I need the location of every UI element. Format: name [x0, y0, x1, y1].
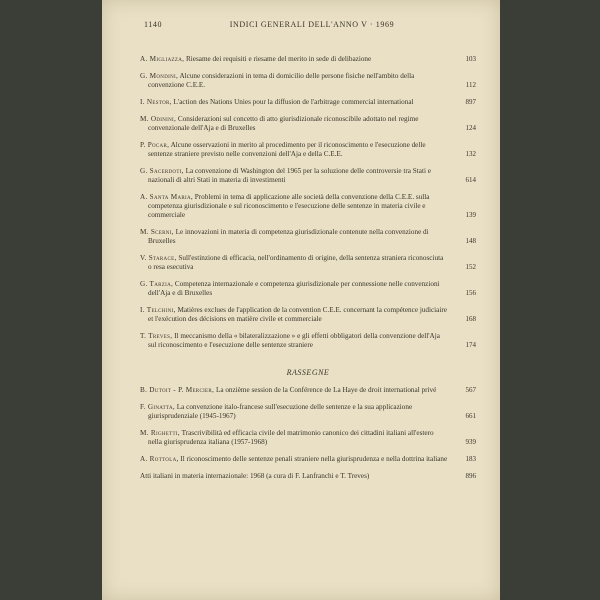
entry-page: 156 — [465, 289, 476, 297]
entry-title: Il riconoscimento delle sentenze penali straniere nella giurisprudenza e nella dottrina italiane — [180, 455, 448, 463]
running-title: INDICI GENERALI DELL'ANNO V · 1969 — [229, 20, 395, 29]
entry-author: A. Santa Maria, — [140, 193, 193, 201]
entry-page: 103 — [465, 55, 476, 63]
index-entry — [140, 98, 476, 107]
entry-title: La convenzione di Washington del 1965 per la soluzione delle controversie tra Stati e nazionali di altri Stati in materia di investimenti — [148, 167, 431, 184]
entry-title: Atti italiani in materia internazionale: 1968 (a cura di F. Lanfranchi e T. Treves) — [140, 472, 370, 480]
entry-page: 112 — [465, 81, 476, 89]
entry-title: Trascrivibilità ed efficacia civile del matrimonio canonico dei cittadini italiani all'estero nella giurisprudenza italiana (1957-1968) — [148, 429, 434, 446]
entry-title: Riesame dei requisiti e riesame del merito in sede di delibazione — [186, 55, 372, 63]
index-list — [140, 55, 476, 481]
entry-title: Matières exclues de l'application de la convention C.E.E. concernant la compétence judiciaire et l'exécution des décisions en matière civile et commerciale — [148, 306, 447, 323]
entry-author: T. Treves, — [140, 332, 173, 340]
index-entry — [140, 228, 476, 246]
entry-author: V. Starace, — [140, 254, 177, 262]
rassegne-entry — [140, 472, 476, 481]
entry-page: 567 — [465, 386, 476, 394]
entry-page: 897 — [465, 98, 476, 106]
index-entry — [140, 280, 476, 298]
entry-page: 183 — [465, 455, 476, 463]
index-entry — [140, 332, 476, 350]
entry-author: G. Sacerdoti, — [140, 167, 184, 175]
rassegne-entry — [140, 403, 476, 421]
entry-title: Il meccanismo della « bilateralizzazione » e gli effetti obbligatori della convenzione dell'Aja sul riconoscimento e l'esecuzione delle sentenze straniere — [148, 332, 440, 349]
entry-author: I. Telchini, — [140, 306, 176, 314]
entry-page: 124 — [465, 124, 476, 132]
entry-author: P. Pocar, — [140, 141, 170, 149]
entry-page: 168 — [465, 315, 476, 323]
entry-page: 614 — [465, 176, 476, 184]
index-entry — [140, 306, 476, 324]
entry-page: 896 — [465, 472, 476, 480]
index-entry — [140, 55, 476, 64]
index-entry — [140, 167, 476, 185]
entry-title: La onzième session de la Conférence de La Haye de droit international privé — [215, 386, 437, 394]
entry-author: G. Mondini, — [140, 72, 179, 80]
section-heading: RASSEGNE — [286, 368, 330, 377]
entry-title: Sull'estinzione di efficacia, nell'ordinamento di origine, della sentenza straniera riconosciuta o resa esecutiva — [148, 254, 444, 271]
entry-title: Alcune osservazioni in merito al procedimento per il riconoscimento e l'esecuzione delle sentenze straniere previsto nelle convenzioni dell'Aja e della C.E.E. — [148, 141, 426, 158]
entry-page: 661 — [465, 412, 476, 420]
entry-title: Le innovazioni in materia di competenza giurisdizionale contenute nella convenzione di Bruxelles — [148, 228, 429, 245]
index-entry — [140, 115, 476, 133]
entry-author: A. Rottola, — [140, 455, 179, 463]
entry-author: A. Migliazza, — [140, 55, 185, 63]
entry-author: F. Ginatta, — [140, 403, 175, 411]
entry-title: Considerazioni sul concetto di atto giurisdizionale riconoscibile adottato nel regime convenzionale dell'Aja e di Bruxelles — [148, 115, 419, 132]
entry-page: 174 — [465, 341, 476, 349]
index-entry — [140, 141, 476, 159]
entry-title: L'action des Nations Unies pour la diffusion de l'arbitrage commercial international — [173, 98, 414, 106]
entry-author: I. Nestor, — [140, 98, 172, 106]
rassegne-entry — [140, 455, 476, 464]
entry-author: M. Scerni, — [140, 228, 174, 236]
index-entry — [140, 193, 476, 220]
rassegne-entry — [140, 386, 476, 395]
entry-page: 139 — [465, 211, 476, 219]
entry-page: 148 — [465, 237, 476, 245]
entry-title: La convenzione italo-francese sull'esecuzione delle sentenze e la sua applicazione giurisprudenziale (1945-1967) — [148, 403, 413, 420]
entry-author: B. Dutoit - P. Mercier, — [140, 386, 215, 394]
entry-title: Competenza internazionale e competenza giurisdizionale per connessione nelle convenzioni dell'Aja e di Bruxelles — [148, 280, 440, 297]
entry-title: Problemi in tema di applicazione alle società della convenzione della C.E.E. sulla competenza giurisdizionale e sul riconoscimento e l'esecuzione delle sentenze in materia civile e commerciale — [148, 193, 430, 219]
entry-title: Alcune considerazioni in tema di domicilio delle persone fisiche nell'ambito della convenzione C.E.E. — [148, 72, 415, 89]
entry-page: 152 — [465, 263, 476, 271]
page-number: 1140 — [144, 20, 163, 29]
entry-author: M. Righetti, — [140, 429, 180, 437]
entry-page: 939 — [465, 438, 476, 446]
index-entry — [140, 72, 476, 90]
entry-page: 132 — [465, 150, 476, 158]
entry-author: G. Tarzia, — [140, 280, 174, 288]
book-page — [102, 0, 500, 600]
entry-author: M. Odinini, — [140, 115, 177, 123]
index-entry — [140, 254, 476, 272]
rassegne-entry — [140, 429, 476, 447]
